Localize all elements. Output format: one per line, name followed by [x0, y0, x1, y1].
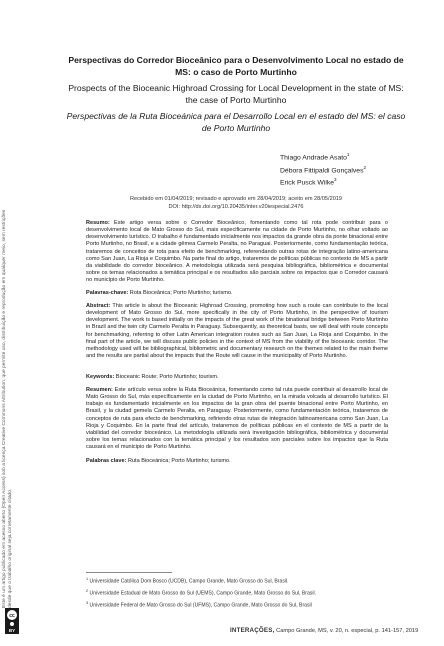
keywords-spanish: Palabras clave: Ruta Bioceánica; Porto Murtinho; turismo.: [86, 458, 231, 464]
footnote-3: $^3$ Universidade Federal de Mato Grosso do Sul (UFMS), Campo Grande, Mato Grosso do Sul, Brasil: [86, 600, 312, 609]
creative-commons-icon: [5, 608, 19, 634]
license-side-note: [2, 208, 26, 608]
journal-name: INTERAÇÕES,: [230, 627, 275, 634]
running-footer: [230, 627, 419, 634]
citation-info: Campo Grande, MS, v. 20, n. especial, p. 141-157, 2019: [276, 628, 419, 634]
title-portuguese: Perspectivas do Corredor Bioceânico para o Desenvolvimento Local no estado de MS: o caso de Porto Murtinho: [68, 55, 404, 78]
abstract-spanish: Resumen: Este artículo versa sobre la Ruta Bioceánica, fomentando como tal ruta puede contribuir al desarrollo local de Mato Grosso do Sul, más específicamente en la ciudad de Porto Murtinho, en la mirada volcada al desarrollo turístico. El trabajo es fundamentado inicialmente en los impactos de la gran obra del puente binacional entre Porto Murtinho, en Brasil, y la ciudad gemela Carmelo Peralta, en Paraguay. Posteriormente, como fundamentación teórica, trataremos de conceptos de ruta para efecto de benchmarking, refiriendo otras rutas de integración latinoamericana como San Juan, La Rioja y Coquimbo. En la parte final del artículo, trataremos de políticas públicas en el contexto de MS a partir de la viabilidad del corredor bioceánico. La metodología utilizada será investigación bibliográfica, bibliométrica y documental sobre los temas relacionados con la temática principal y los resultados son parciales sobre los impactos que la Ruta causará en el municipio de Porto Murtinho.: [86, 387, 388, 451]
footnote-2: $^2$ Universidade Estadual de Mato Grosso do Sul (UEMS), Campo Grande, Mato Grosso do Sul, Brasil.: [86, 588, 317, 597]
footnote-divider: [86, 572, 172, 573]
title-spanish: Perspectivas de la Ruta Bioceánica para el Desarrollo Local en el estado del MS: el caso de Porto Murtinho: [66, 111, 406, 134]
footnotes: [86, 575, 396, 611]
author-2: Débora Fittipaldi Gonçalves$^2$: [280, 164, 367, 174]
abstract-english: Abstract: This article is about the Bioceanic Highroad Crossing, promoting how such a route can contribute to the local development of Mato Grosso do Sul, more specifically in the city of Porto Murtinho, in the perspective of tourism development. The work is based initially on the impacts of the great work of the binational bridge between Porto Murtinho in Brazil and the twin city Carmelo Peralta in Paraguay. Subsequently, as theoretical basis, we will deal with route concepts for benchmarking, referring to other Latin American integration routes such as San Juan, La Rioja and Coquimbo. In the final part of the article, we will discuss public policies in the context of MS from the viability of the bioceanic corridor. The methodology used will be bibliographical, bibliometric and documentary research on the themes related to the main theme and the results are partial about the impacts that the Route will cause in the municipality of Porto Murtinho.: [86, 303, 388, 360]
review-dates: Recebido em 01/04/2019; revisado e aprovado em 28/04/2019; aceito em 28/05/2019: [129, 196, 343, 202]
abstract-portuguese: Resumo: Este artigo versa sobre o Corredor Bioceânico, fomentando como tal rota pode contribuir para o desenvolvimento local de Mato Grosso do Sul, mais especificamente na cidade de Porto Murtinho, no olhar voltado ao desenvolvimento turístico. O trabalho é fundamentado inicialmente nos impactos da grande obra da ponte binacional entre Porto Murtinho, no Brasil, e a cidade gêmea Carmelo Peralta, no Paraguai. Posteriormente, como fundamentação teórica, trataremos de conceitos de rota para efeito de benchmarking, referendando outras rotas de integração latino-americana como San Juan, La Rioja e Coquimbo. Na parte final do artigo, trataremos de políticas públicas no contexto de MS a partir da viabilidade do corredor bioceânico. A metodologia utilizada será pesquisa bibliográfica, bibliométrica e documental sobre os temas relacionados a temática principal e os resultados são parciais sobre os impactos que o Corredor causará no município de Porto Murtinho.: [86, 220, 388, 284]
keywords-english: Keywords: Bioceanic Route; Porto Murtinho; tourism.: [86, 374, 219, 380]
footnote-1: $^1$ Universidade Católica Dom Bosco (UCDB), Campo Grande, Mato Grosso do Sul, Brasil.: [86, 577, 289, 585]
submission-dates: [70, 195, 402, 211]
keywords-portuguese: Palavras-chave: Rota Bioceânica; Porto Murtinho; turismo.: [86, 290, 233, 296]
title-english: Prospects of the Bioceanic Highroad Crossing for Local Development in the state of MS: the case of Porto Murtinho: [68, 83, 404, 106]
author-3: Erick Pusck Wilke$^3$: [280, 177, 337, 187]
author-list: [280, 150, 400, 188]
license-text: Este é um artigo publicado em acesso aberto (Open Access) sob a licença Creative Commons Attribution, que permite uso, distribuição e reprodução em qualquer meio, sem restrições desde que o trabalho original seja corretamente citado.: [2, 209, 14, 608]
author-1: Thiago Andrade Asato$^1$: [280, 152, 350, 162]
doi-link[interactable]: DOI: http://dx.doi.org/10.20435/inter.v20iespecial.2476: [168, 204, 304, 210]
by-label: BY: [8, 628, 16, 633]
cc-label: cc: [9, 613, 15, 619]
